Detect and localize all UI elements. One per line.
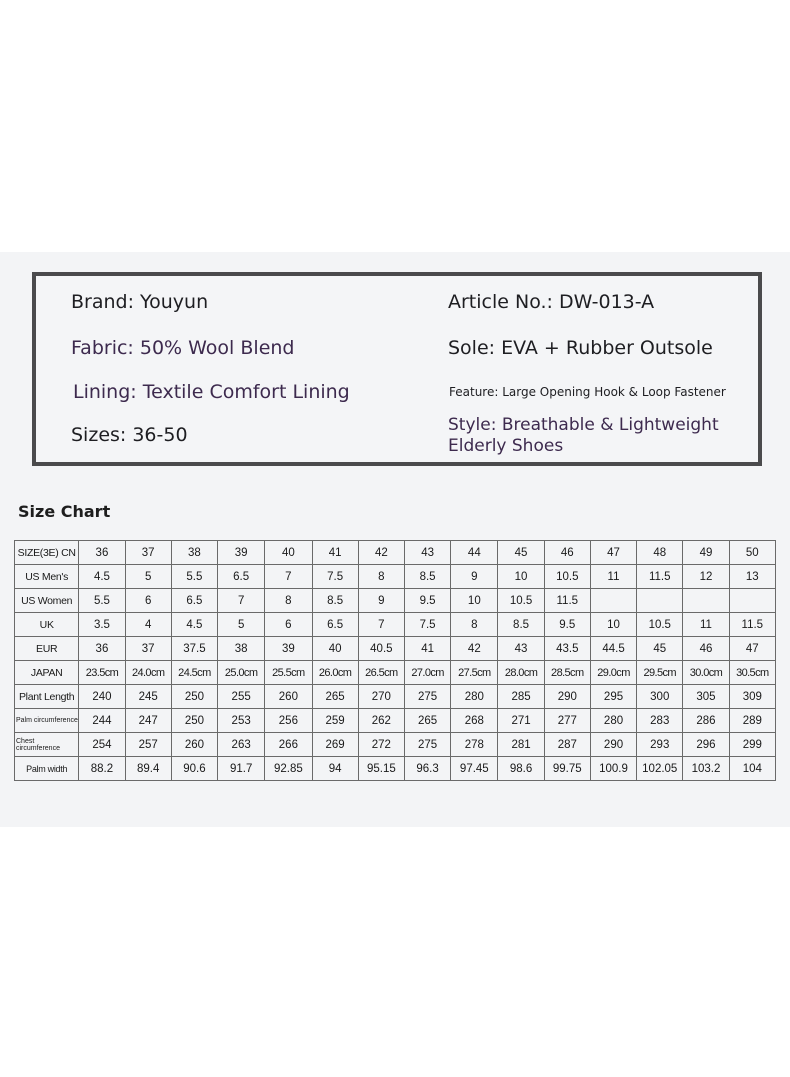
size-chart-cell: 36 [79, 541, 125, 565]
size-chart-cell: 103.2 [683, 757, 729, 781]
size-chart-cell: 104 [729, 757, 775, 781]
size-chart-row [15, 541, 776, 565]
size-chart-cell: 25.0cm [218, 661, 265, 685]
size-chart-cell: 40 [265, 541, 312, 565]
size-chart-cell: 8.5 [312, 589, 358, 613]
size-chart-cell: 95.15 [358, 757, 404, 781]
size-chart-cell: 39 [265, 637, 312, 661]
size-chart-cell: 41 [312, 541, 358, 565]
size-chart-cell: 97.45 [451, 757, 498, 781]
size-chart-cell: 49 [683, 541, 729, 565]
lining-label: Lining: Textile Comfort Lining [73, 381, 350, 403]
size-chart-cell: 260 [171, 733, 217, 757]
size-chart-cell: 6 [125, 589, 171, 613]
size-chart-cell: 281 [498, 733, 544, 757]
size-chart-cell: 9 [358, 589, 404, 613]
size-chart-cell: 99.75 [544, 757, 590, 781]
size-chart-cell: 8 [265, 589, 312, 613]
size-chart-cell: 38 [171, 541, 217, 565]
size-chart-cell: 45 [498, 541, 544, 565]
style-label-line1: Style: Breathable & Lightweight [448, 415, 719, 435]
size-chart-cell: 257 [125, 733, 171, 757]
size-chart-cell: 92.85 [265, 757, 312, 781]
size-chart-cell: 7.5 [312, 565, 358, 589]
fabric-label: Fabric: 50% Wool Blend [71, 337, 295, 359]
size-chart-cell: 37.5 [171, 637, 217, 661]
size-chart-row-label: EUR [15, 637, 79, 661]
size-chart-cell: 45 [637, 637, 683, 661]
size-chart-cell: 88.2 [79, 757, 125, 781]
size-chart-cell: 299 [729, 733, 775, 757]
size-chart-row-label: US Women [15, 589, 79, 613]
size-chart-cell: 24.0cm [125, 661, 171, 685]
size-chart-cell: 269 [312, 733, 358, 757]
size-chart-cell: 28.0cm [498, 661, 544, 685]
size-chart-cell: 5.5 [171, 565, 217, 589]
size-chart-cell: 43.5 [544, 637, 590, 661]
size-chart-cell: 47 [729, 637, 775, 661]
size-chart-cell: 300 [637, 685, 683, 709]
size-chart-cell: 28.5cm [544, 661, 590, 685]
size-chart-cell [637, 589, 683, 613]
size-chart-cell: 5.5 [79, 589, 125, 613]
size-chart-cell: 290 [590, 733, 636, 757]
size-chart-row [15, 661, 776, 685]
size-chart-cell: 46 [683, 637, 729, 661]
sizes-label: Sizes: 36-50 [71, 424, 188, 446]
size-chart-cell: 295 [590, 685, 636, 709]
size-chart-cell: 268 [451, 709, 498, 733]
size-chart-cell: 266 [265, 733, 312, 757]
size-chart-cell: 283 [637, 709, 683, 733]
size-chart-cell: 286 [683, 709, 729, 733]
size-chart-cell: 6 [265, 613, 312, 637]
size-chart-cell: 44 [451, 541, 498, 565]
size-chart-cell: 278 [451, 733, 498, 757]
size-chart-cell: 30.5cm [729, 661, 775, 685]
size-chart-row-label: UK [15, 613, 79, 637]
size-chart-cell: 305 [683, 685, 729, 709]
size-chart-cell: 8 [451, 613, 498, 637]
size-chart-cell: 8.5 [404, 565, 450, 589]
size-chart-cell: 11.5 [637, 565, 683, 589]
size-chart-row-label: JAPAN [15, 661, 79, 685]
size-chart-cell: 7 [265, 565, 312, 589]
size-chart-cell: 13 [729, 565, 775, 589]
size-chart-row [15, 637, 776, 661]
size-chart-cell: 10.5 [544, 565, 590, 589]
size-chart-cell: 265 [312, 685, 358, 709]
size-chart-cell: 7 [358, 613, 404, 637]
size-chart-cell: 37 [125, 637, 171, 661]
size-chart-cell [729, 589, 775, 613]
size-chart-cell: 91.7 [218, 757, 265, 781]
size-chart-cell: 27.0cm [404, 661, 450, 685]
size-chart-cell: 10.5 [498, 589, 544, 613]
size-chart-cell: 50 [729, 541, 775, 565]
size-chart-cell: 8.5 [498, 613, 544, 637]
size-chart-cell: 11 [590, 565, 636, 589]
size-chart-cell: 11.5 [729, 613, 775, 637]
size-chart-cell: 4.5 [171, 613, 217, 637]
size-chart-cell: 290 [544, 685, 590, 709]
size-chart-cell [590, 589, 636, 613]
brand-label: Brand: Youyun [71, 291, 209, 313]
size-chart-cell: 38 [218, 637, 265, 661]
size-chart-cell: 12 [683, 565, 729, 589]
size-chart-cell: 247 [125, 709, 171, 733]
style-label-line2: Elderly Shoes [448, 436, 564, 456]
size-chart-cell: 240 [79, 685, 125, 709]
size-chart-cell: 40.5 [358, 637, 404, 661]
size-chart-cell: 6.5 [218, 565, 265, 589]
size-chart-cell: 275 [404, 733, 450, 757]
size-chart-cell: 245 [125, 685, 171, 709]
size-chart-cell: 255 [218, 685, 265, 709]
size-chart-cell [683, 589, 729, 613]
size-chart-cell: 309 [729, 685, 775, 709]
size-chart-cell: 10.5 [637, 613, 683, 637]
size-chart-cell: 263 [218, 733, 265, 757]
size-chart-cell: 250 [171, 685, 217, 709]
size-chart-cell: 44.5 [590, 637, 636, 661]
size-chart-cell: 277 [544, 709, 590, 733]
size-chart-cell: 7.5 [404, 613, 450, 637]
size-chart-cell: 89.4 [125, 757, 171, 781]
size-chart-cell: 29.0cm [590, 661, 636, 685]
size-chart-cell: 9 [451, 565, 498, 589]
size-chart-cell: 296 [683, 733, 729, 757]
size-chart-cell: 3.5 [79, 613, 125, 637]
size-chart-cell: 26.0cm [312, 661, 358, 685]
size-chart-cell: 23.5cm [79, 661, 125, 685]
size-chart-cell: 27.5cm [451, 661, 498, 685]
size-chart-cell: 25.5cm [265, 661, 312, 685]
size-chart-row-label: SIZE(3E) CN [15, 541, 79, 565]
size-chart-cell: 4 [125, 613, 171, 637]
size-chart-cell: 250 [171, 709, 217, 733]
size-chart-cell: 253 [218, 709, 265, 733]
size-chart-cell: 10 [590, 613, 636, 637]
size-chart-cell: 48 [637, 541, 683, 565]
size-chart-row [15, 685, 776, 709]
size-chart-cell: 265 [404, 709, 450, 733]
size-chart-cell: 10 [498, 565, 544, 589]
size-chart-cell: 254 [79, 733, 125, 757]
size-chart-cell: 272 [358, 733, 404, 757]
sole-label: Sole: EVA + Rubber Outsole [448, 337, 713, 359]
size-chart-cell: 90.6 [171, 757, 217, 781]
size-chart-cell: 293 [637, 733, 683, 757]
size-chart-row-label: Palm circumference [15, 709, 79, 733]
size-chart-cell: 259 [312, 709, 358, 733]
size-chart-cell: 46 [544, 541, 590, 565]
size-chart-cell: 289 [729, 709, 775, 733]
size-chart-cell: 94 [312, 757, 358, 781]
size-chart-cell: 9.5 [404, 589, 450, 613]
size-chart-cell: 100.9 [590, 757, 636, 781]
size-chart-cell: 41 [404, 637, 450, 661]
size-chart-title: Size Chart [18, 502, 111, 521]
size-chart-cell: 98.6 [498, 757, 544, 781]
size-chart-row [15, 565, 776, 589]
size-chart-cell: 260 [265, 685, 312, 709]
size-chart-cell: 270 [358, 685, 404, 709]
size-chart-row [15, 709, 776, 733]
size-chart-cell: 262 [358, 709, 404, 733]
size-chart-cell: 4.5 [79, 565, 125, 589]
size-chart-cell: 280 [451, 685, 498, 709]
size-chart-cell: 271 [498, 709, 544, 733]
size-chart-table [14, 540, 776, 781]
size-chart-row-label: Palm width [15, 757, 79, 781]
size-chart-row [15, 733, 776, 757]
size-chart-cell: 26.5cm [358, 661, 404, 685]
size-chart-cell: 5 [218, 613, 265, 637]
size-chart-row [15, 757, 776, 781]
size-chart-cell: 256 [265, 709, 312, 733]
size-chart-cell: 280 [590, 709, 636, 733]
size-chart-cell: 24.5cm [171, 661, 217, 685]
size-chart-cell: 43 [404, 541, 450, 565]
size-chart-cell: 10 [451, 589, 498, 613]
size-chart-cell: 244 [79, 709, 125, 733]
size-chart-cell: 6.5 [171, 589, 217, 613]
size-chart-cell: 47 [590, 541, 636, 565]
size-chart-cell: 9.5 [544, 613, 590, 637]
size-chart-row [15, 613, 776, 637]
size-chart-cell: 40 [312, 637, 358, 661]
size-chart-cell: 37 [125, 541, 171, 565]
size-chart-row-label: US Men's [15, 565, 79, 589]
size-chart-cell: 43 [498, 637, 544, 661]
size-chart-cell: 36 [79, 637, 125, 661]
size-chart-row-label: Chest circumference [15, 733, 79, 757]
size-chart-row [15, 589, 776, 613]
size-chart-cell: 42 [358, 541, 404, 565]
size-chart-cell: 29.5cm [637, 661, 683, 685]
size-chart-cell: 6.5 [312, 613, 358, 637]
size-chart-cell: 30.0cm [683, 661, 729, 685]
size-chart-cell: 42 [451, 637, 498, 661]
size-chart-cell: 11.5 [544, 589, 590, 613]
size-chart-cell: 39 [218, 541, 265, 565]
size-chart-cell: 285 [498, 685, 544, 709]
article-number-label: Article No.: DW-013-A [448, 291, 655, 313]
size-chart-row-label: Plant Length [15, 685, 79, 709]
size-chart-cell: 5 [125, 565, 171, 589]
size-chart-cell: 11 [683, 613, 729, 637]
size-chart-cell: 8 [358, 565, 404, 589]
size-chart-cell: 275 [404, 685, 450, 709]
size-chart-cell: 96.3 [404, 757, 450, 781]
size-chart-cell: 287 [544, 733, 590, 757]
size-chart-cell: 7 [218, 589, 265, 613]
feature-label: Feature: Large Opening Hook & Loop Fastener [449, 385, 726, 399]
size-chart-cell: 102.05 [637, 757, 683, 781]
